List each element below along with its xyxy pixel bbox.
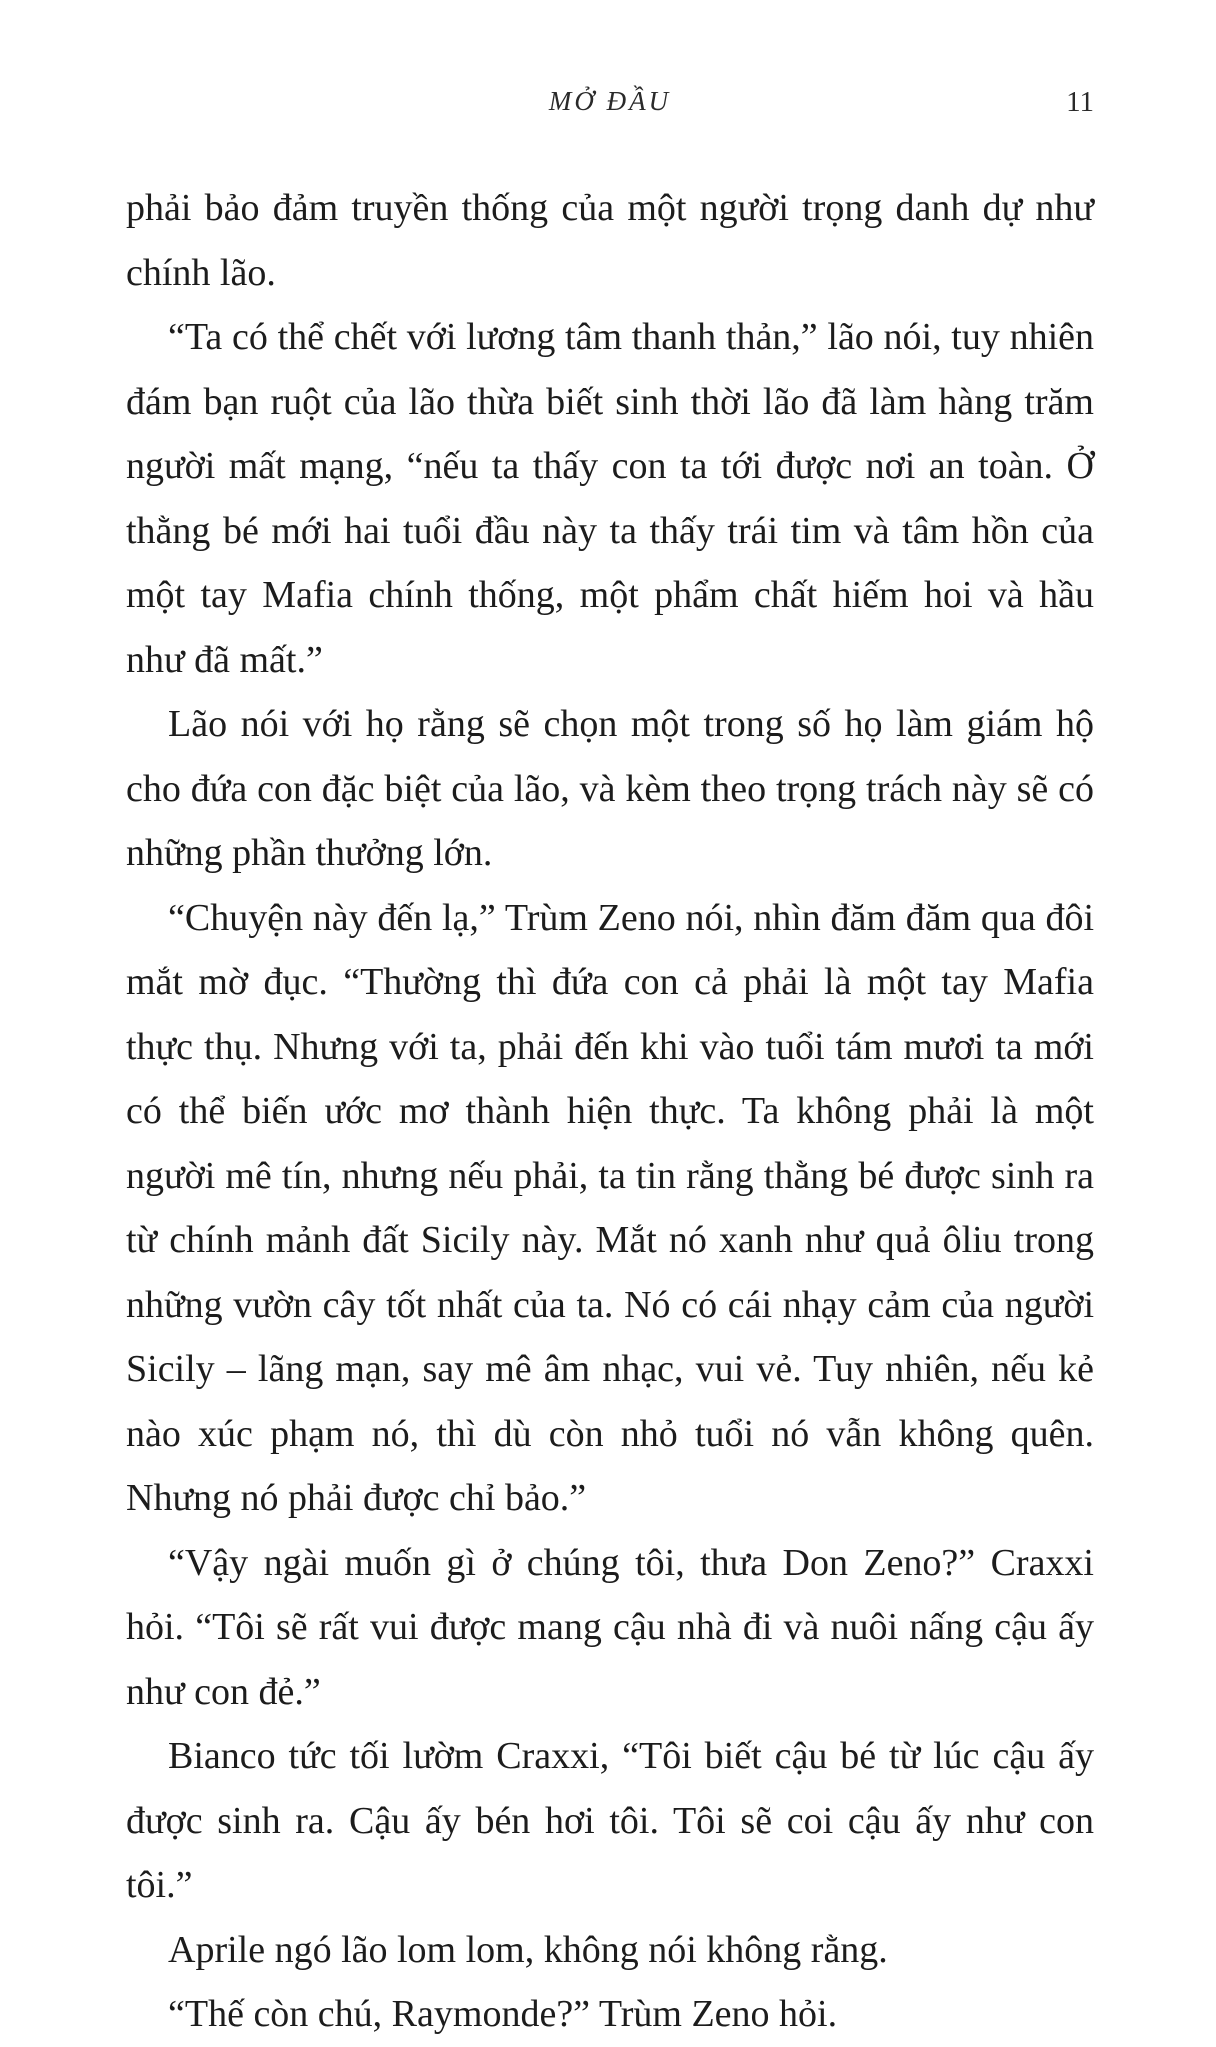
paragraph: “Chuyện này đến lạ,” Trùm Zeno nói, nhìn đăm đăm qua đôi mắt mờ đục. “Thường thì đứa con cả phải là một tay Mafia thực thụ. Nhưng với ta, phải đến khi vào tuổi tám mươi ta mới có thể biến ước mơ thành hiện thực. Ta không phải là một người mê tín, nhưng nếu phải, ta tin rằng thằng bé được sinh ra từ chính mảnh đất Sicily này. Mắt nó xanh như quả ôliu trong những vườn cây tốt nhất của ta. Nó có cái nhạy cảm của người Sicily – lãng mạn, say mê âm nhạc, vui vẻ. Tuy nhiên, nếu kẻ nào xúc phạm nó, thì dù còn nhỏ tuổi nó vẫn không quên. Nhưng nó phải được chỉ bảo.”	[126, 896, 1094, 1519]
running-head	[126, 86, 1094, 126]
body-text	[126, 176, 1094, 2047]
paragraph: Bianco tức tối lườm Craxxi, “Tôi biết cậu bé từ lúc cậu ấy được sinh ra. Cậu ấy bén hơi tôi. Tôi sẽ coi cậu ấy như con tôi.”	[126, 1735, 1094, 1906]
paragraph: Aprile ngó lão lom lom, không nói không rằng.	[168, 1928, 888, 1971]
page-number: 11	[1066, 86, 1094, 118]
paragraph: “Thế còn chú, Raymonde?” Trùm Zeno hỏi.	[168, 1993, 838, 2035]
chapter-title: MỞ ĐẦU	[548, 86, 672, 116]
paragraph: “Ta có thể chết với lương tâm thanh thản,” lão nói, tuy nhiên đám bạn ruột của lão thừa biết sinh thời lão đã làm hàng trăm người mất mạng, “nếu ta thấy con ta tới được nơi an toàn. Ở thằng bé mới hai tuổi đầu này ta thấy trái tim và tâm hồn của một tay Mafia chính thống, một phẩm chất hiếm hoi và hầu như đã mất.”	[126, 316, 1094, 681]
paragraph: “Vậy ngài muốn gì ở chúng tôi, thưa Don Zeno?” Craxxi hỏi. “Tôi sẽ rất vui được mang cậu nhà đi và nuôi nấng cậu ấy như con đẻ.”	[126, 1541, 1094, 1713]
paragraph: phải bảo đảm truyền thống của một người trọng danh dự như chính lão.	[126, 187, 1094, 294]
paragraph: Lão nói với họ rằng sẽ chọn một trong số họ làm giám hộ cho đứa con đặc biệt của lão, và kèm theo trọng trách này sẽ có những phần thưởng lớn.	[126, 703, 1094, 874]
